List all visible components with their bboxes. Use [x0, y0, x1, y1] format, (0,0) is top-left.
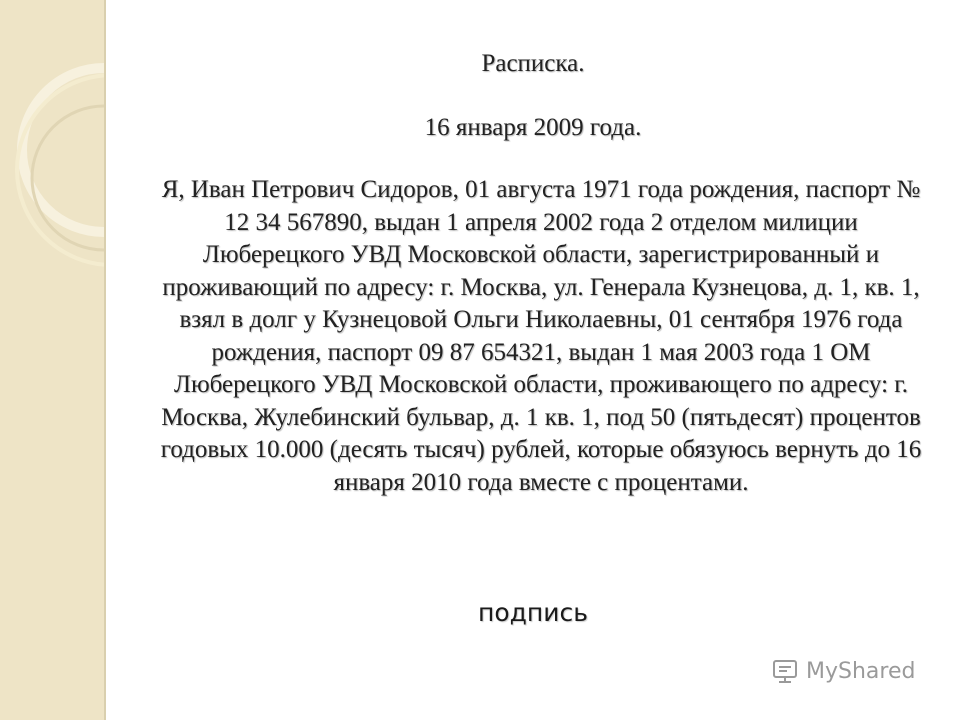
decorative-side-strip [0, 0, 106, 720]
watermark-text: MyShared [806, 658, 916, 684]
signature-label: подпись [478, 598, 588, 627]
presentation-icon [770, 656, 800, 686]
document-title: Расписка. [481, 50, 585, 77]
document-body: Я, Иван Петрович Сидоров, 01 августа 1971 года рождения, паспорт № 12 34 567890, выдан 1 апреля 2002 года 2 отделом милиции Люберецкого УВД Московской области, зарегистрированный и проживающий по адресу: г. Москва, ул. Генерала Кузнецова, д. 1, кв. 1, взял в долг у Кузнецовой Ольги Николаевны, 01 сентября 1976 года рождения, паспорт 09 87 654321, выдан 1 мая 2003 года 1 ОМ Люберецкого УВД Московской области, проживающего по адресу: г. Москва, Жулебинский бульвар, д. 1 кв. 1, под 50 (пятьдесят) процентов годовых 10.000 (десять тысяч) рублей, которые обязуюсь вернуть до 16 января 2010 года вместе с процентами. [160, 176, 922, 496]
decorative-circles [0, 0, 104, 720]
watermark-logo [770, 656, 915, 686]
slide-content [106, 0, 960, 720]
document-date: 16 января 2009 года. [424, 114, 642, 141]
